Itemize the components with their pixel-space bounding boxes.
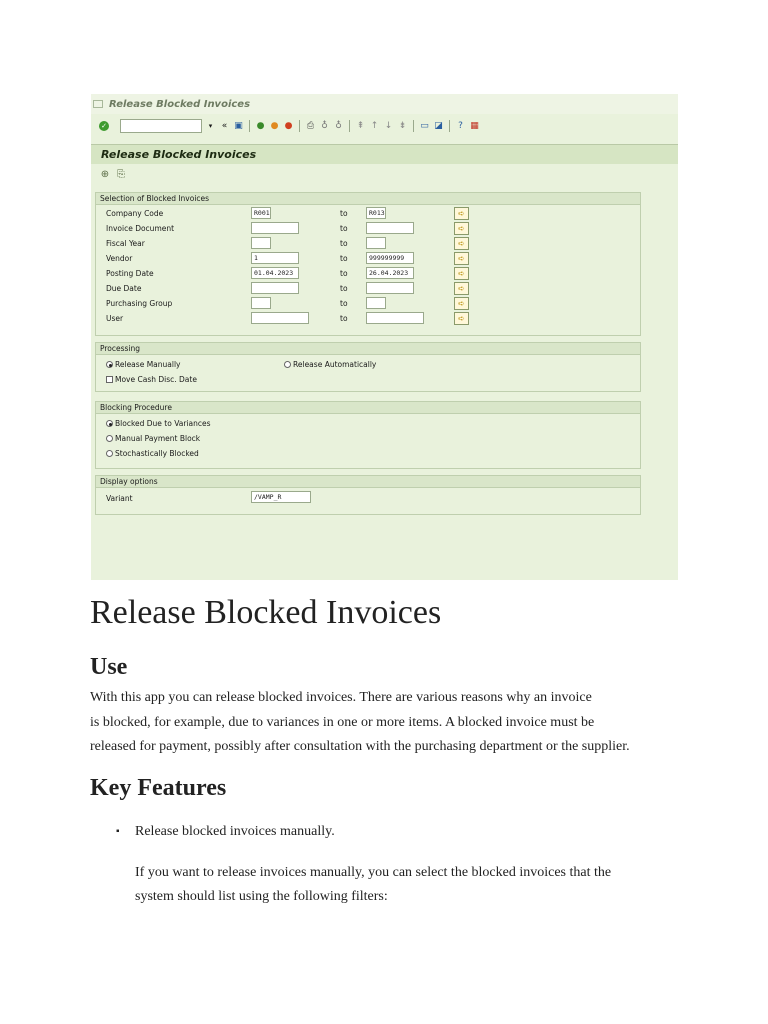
use-paragraph (90, 686, 690, 760)
bullet-detail-line: If you want to release invoices manually, you can select the blocked invoices that the (135, 865, 612, 880)
bullet-detail (135, 861, 611, 909)
to-label: to (340, 209, 348, 218)
last-page-icon[interactable]: ⇟ (398, 120, 407, 131)
to-label: to (340, 299, 348, 308)
selection-group-title: Selection of Blocked Invoices (96, 193, 640, 205)
selection-to-input[interactable]: R013 (366, 207, 386, 219)
bullet-detail-line: system should list using the following filters: (135, 889, 388, 904)
selection-label: Vendor (106, 254, 133, 263)
multiple-selection-icon[interactable]: ➪ (454, 207, 469, 220)
selection-to-input[interactable]: 999999999 (366, 252, 414, 264)
first-page-icon[interactable]: ⇞ (356, 120, 365, 131)
display-options-title: Display options (96, 476, 640, 488)
screen-header (91, 144, 678, 164)
selection-from-input[interactable]: R001 (251, 207, 271, 219)
customize-icon[interactable]: ▦ (470, 120, 479, 131)
variant-label: Variant (106, 494, 133, 503)
selection-to-input[interactable] (366, 297, 386, 309)
selection-group (95, 192, 641, 336)
to-label: to (340, 254, 348, 263)
multiple-selection-icon[interactable]: ➪ (454, 282, 469, 295)
selection-from-input[interactable] (251, 282, 299, 294)
radio-selected-icon[interactable] (106, 420, 113, 427)
multiple-selection-icon[interactable]: ➪ (454, 267, 469, 280)
blocking-group (95, 401, 641, 469)
radio-icon[interactable] (106, 435, 113, 442)
to-label: to (340, 284, 348, 293)
dropdown-arrow-icon[interactable]: ▾ (208, 121, 213, 130)
bullet-marker: ▪ (116, 826, 120, 837)
selection-label: Company Code (106, 209, 164, 218)
selection-from-input[interactable] (251, 297, 271, 309)
release-automatically-option[interactable]: Release Automatically (284, 358, 376, 372)
menu-icon[interactable] (93, 100, 103, 108)
multiple-selection-icon[interactable]: ➪ (454, 237, 469, 250)
selection-to-input[interactable]: 26.04.2023 (366, 267, 414, 279)
sap-window (91, 94, 678, 580)
new-session-icon[interactable]: ▭ (420, 120, 429, 131)
selection-label: User (106, 314, 124, 323)
selection-to-input[interactable] (366, 237, 386, 249)
selection-from-input[interactable]: 01.04.2023 (251, 267, 299, 279)
selection-label: Due Date (106, 284, 142, 293)
screen-title: Release Blocked Invoices (101, 148, 257, 161)
blocked-variances-option[interactable]: Blocked Due to Variances (106, 417, 211, 431)
back-arrows-icon[interactable]: « (221, 120, 228, 131)
to-label: to (340, 239, 348, 248)
next-page-icon[interactable]: ↓ (384, 120, 393, 131)
move-cash-disc-checkbox[interactable]: Move Cash Disc. Date (106, 373, 197, 387)
processing-group (95, 342, 641, 392)
application-toolbar (99, 169, 127, 181)
radio-icon[interactable] (106, 450, 113, 457)
find-icon[interactable]: ♁ (321, 120, 328, 131)
use-heading: Use (90, 654, 128, 680)
selection-to-input[interactable] (366, 282, 414, 294)
radio-selected-icon[interactable] (106, 361, 113, 368)
use-line: released for payment, possibly after consultation with the purchasing department or the supplier. (90, 739, 630, 754)
command-field[interactable] (120, 119, 202, 133)
window-title: Release Blocked Invoices (109, 98, 251, 110)
help-icon[interactable]: ? (458, 120, 463, 131)
blocking-group-title: Blocking Procedure (96, 402, 640, 414)
multiple-selection-icon[interactable]: ➪ (454, 297, 469, 310)
to-label: to (340, 224, 348, 233)
cancel-icon[interactable]: ● (284, 120, 293, 131)
key-features-heading: Key Features (90, 775, 227, 801)
check-icon[interactable]: ✓ (99, 121, 109, 131)
selection-from-input[interactable] (251, 222, 299, 234)
use-line: is blocked, for example, due to variances in one or more items. A blocked invoice must be (90, 714, 595, 730)
print-icon[interactable]: ⎙ (306, 120, 315, 131)
exit-icon[interactable]: ● (270, 120, 279, 131)
selection-label: Invoice Document (106, 224, 175, 233)
stochastically-blocked-option[interactable]: Stochastically Blocked (106, 447, 199, 461)
back-icon[interactable]: ● (256, 120, 265, 131)
release-manually-option[interactable]: Release Manually (106, 358, 180, 372)
radio-icon[interactable] (284, 361, 291, 368)
prev-page-icon[interactable]: ↑ (370, 120, 379, 131)
display-options-group (95, 475, 641, 515)
selection-to-input[interactable] (366, 222, 414, 234)
selection-from-input[interactable] (251, 312, 309, 324)
selection-from-input[interactable]: 1 (251, 252, 299, 264)
use-line: With this app you can release blocked invoices. There are various reasons why an invoice (90, 690, 592, 705)
selection-label: Purchasing Group (106, 299, 173, 308)
execute-icon[interactable]: ⊕ (100, 169, 110, 180)
standard-toolbar (91, 116, 678, 136)
shortcut-icon[interactable]: ◪ (434, 120, 443, 131)
multiple-selection-icon[interactable]: ➪ (454, 312, 469, 325)
multiple-selection-icon[interactable]: ➪ (454, 252, 469, 265)
checkbox-icon[interactable] (106, 376, 113, 383)
find-next-icon[interactable]: ♁ (335, 120, 342, 131)
selection-from-input[interactable] (251, 237, 271, 249)
page-title: Release Blocked Invoices (90, 594, 442, 631)
selection-label: Fiscal Year (106, 239, 145, 248)
to-label: to (340, 314, 348, 323)
sap-title-bar (91, 94, 678, 114)
save-icon[interactable]: ▣ (234, 120, 243, 131)
selection-to-input[interactable] (366, 312, 424, 324)
processing-group-title: Processing (96, 343, 640, 355)
get-variant-icon[interactable]: ⎘ (117, 169, 125, 180)
variant-input[interactable]: /VAMP_R (251, 491, 311, 503)
selection-label: Posting Date (106, 269, 154, 278)
bullet-item: Release blocked invoices manually. (135, 824, 335, 839)
multiple-selection-icon[interactable]: ➪ (454, 222, 469, 235)
manual-payment-block-option[interactable]: Manual Payment Block (106, 432, 200, 446)
to-label: to (340, 269, 348, 278)
